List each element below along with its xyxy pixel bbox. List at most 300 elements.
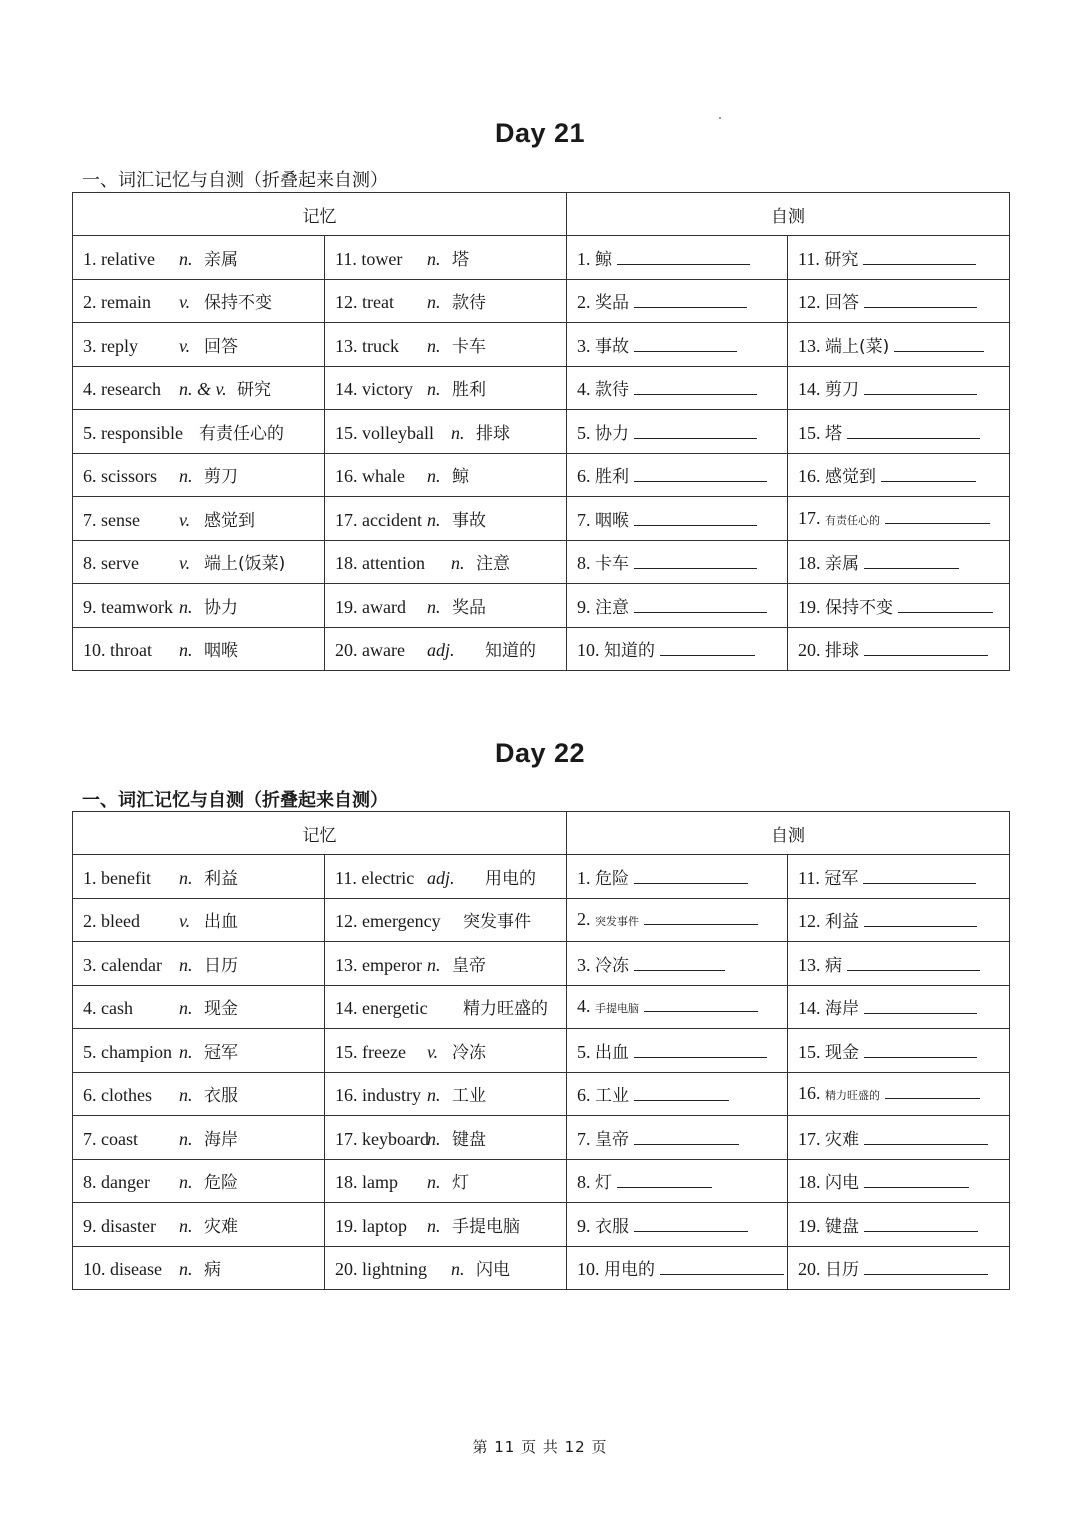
answer-blank: [634, 1130, 739, 1145]
memory-cell: [73, 627, 325, 671]
memory-cell: [73, 1203, 325, 1247]
chinese-meaning: 亲属: [204, 249, 238, 270]
english-word: calendar: [101, 954, 162, 975]
item-number: 15.: [798, 1041, 821, 1062]
self-test-cell: [788, 1203, 1010, 1247]
item-number: 16.: [798, 466, 821, 487]
part-of-speech: n.: [179, 1041, 193, 1062]
vocab-entry: [83, 998, 179, 1019]
chinese-prompt: 突发事件: [595, 915, 639, 929]
part-of-speech: adj.: [427, 867, 455, 888]
item-number: 11.: [798, 248, 820, 269]
english-word: remain: [101, 292, 151, 313]
vocab-row: [73, 1159, 1010, 1203]
self-test-cell: [567, 855, 788, 899]
vocab-row: [73, 323, 1010, 367]
vocab-entry: [83, 1259, 179, 1280]
chinese-meaning: 危险: [204, 1173, 238, 1194]
item-number: 2.: [83, 292, 97, 313]
chinese-prompt: 现金: [825, 1042, 859, 1063]
vocab-row: [73, 410, 1010, 454]
header-self-test: 自测: [567, 193, 1010, 236]
part-of-speech: n.: [427, 1128, 441, 1149]
chinese-meaning: 研究: [237, 380, 271, 401]
vocab-entry: [83, 640, 179, 661]
item-number: 2.: [577, 909, 591, 930]
vocab-row: [73, 1203, 1010, 1247]
item-number: 5.: [83, 422, 97, 443]
chinese-prompt: 灯: [595, 1173, 612, 1194]
vocab-row: [73, 627, 1010, 671]
memory-cell: [73, 1072, 325, 1116]
item-number: 13.: [335, 335, 358, 356]
memory-cell: [73, 366, 325, 410]
item-number: 12.: [798, 292, 821, 313]
vocab-entry: [335, 553, 451, 574]
memory-cell: [73, 1159, 325, 1203]
part-of-speech: n.: [427, 466, 441, 487]
vocab-row: [73, 1116, 1010, 1160]
answer-blank: [864, 1130, 988, 1145]
item-number: 15.: [798, 422, 821, 443]
item-number: 19.: [798, 596, 821, 617]
english-word: energetic: [362, 998, 428, 1019]
chinese-meaning: 手提电脑: [452, 1216, 520, 1237]
vocab-entry: [83, 336, 179, 357]
chinese-prompt: 海岸: [825, 999, 859, 1020]
vocab-entry: [335, 1216, 427, 1237]
vocab-entry: [335, 640, 427, 661]
chinese-prompt: 研究: [824, 249, 859, 270]
item-number: 18.: [798, 553, 821, 574]
header-self-test: 自测: [567, 812, 1010, 855]
chinese-meaning: 灯: [452, 1173, 469, 1194]
memory-cell: [325, 323, 567, 367]
memory-cell: [325, 1029, 567, 1073]
vocab-entry: [83, 597, 179, 618]
item-number: 12.: [335, 911, 358, 932]
chinese-meaning: 塔: [452, 249, 469, 270]
item-number: 18.: [335, 1172, 358, 1193]
english-word: coast: [101, 1128, 138, 1149]
chinese-meaning: 冷冻: [452, 1042, 486, 1063]
chinese-prompt: 工业: [595, 1086, 629, 1107]
chinese-meaning: 事故: [452, 510, 486, 531]
self-test-cell: [567, 898, 788, 942]
self-test-cell: [567, 1116, 788, 1160]
chinese-prompt: 端上(菜): [825, 336, 890, 357]
english-word: victory: [362, 379, 413, 400]
english-word: clothes: [101, 1085, 152, 1106]
vocab-entry: [83, 1042, 179, 1063]
item-number: 11.: [798, 867, 820, 888]
answer-blank: [864, 999, 977, 1014]
chinese-meaning: 用电的: [485, 868, 536, 889]
english-word: keyboard: [362, 1128, 429, 1149]
part-of-speech: v.: [179, 292, 191, 313]
item-number: 16.: [335, 466, 358, 487]
part-of-speech: adj.: [427, 640, 455, 661]
chinese-prompt: 利益: [825, 912, 859, 933]
memory-cell: [325, 236, 567, 280]
chinese-prompt: 皇帝: [595, 1129, 629, 1150]
english-word: accident: [362, 509, 422, 530]
answer-blank: [634, 554, 757, 569]
answer-blank: [634, 1217, 748, 1232]
chinese-prompt: 保持不变: [825, 597, 893, 618]
memory-cell: [325, 855, 567, 899]
memory-cell: [325, 1246, 567, 1290]
english-word: truck: [362, 335, 399, 356]
item-number: 18.: [798, 1172, 821, 1193]
item-number: 12.: [335, 292, 358, 313]
self-test-cell: [788, 584, 1010, 628]
part-of-speech: n.: [179, 1172, 193, 1193]
vocab-entry: [83, 911, 179, 932]
part-of-speech: n.: [451, 1259, 465, 1280]
item-number: 7.: [577, 1128, 591, 1149]
item-number: 17.: [798, 507, 821, 528]
memory-cell: [73, 1116, 325, 1160]
chinese-meaning: 卡车: [452, 336, 486, 357]
chinese-meaning: 灾难: [204, 1216, 238, 1237]
chinese-meaning: 协力: [204, 597, 238, 618]
memory-cell: [73, 898, 325, 942]
vocab-entry: [335, 336, 427, 357]
answer-blank: [864, 554, 959, 569]
vocab-entry: [83, 292, 179, 313]
item-number: 19.: [798, 1215, 821, 1236]
chinese-meaning: 闪电: [476, 1260, 510, 1281]
self-test-cell: [567, 540, 788, 584]
vocab-entry: [335, 597, 427, 618]
chinese-meaning: 精力旺盛的: [463, 999, 548, 1020]
item-number: 11.: [335, 248, 357, 269]
self-test-cell: [788, 236, 1010, 280]
english-word: electric: [361, 867, 415, 888]
memory-cell: [325, 627, 567, 671]
part-of-speech: n.: [427, 379, 441, 400]
answer-blank: [885, 1084, 980, 1099]
english-word: laptop: [362, 1215, 407, 1236]
memory-cell: [325, 497, 567, 541]
answer-blank: [885, 509, 990, 524]
chinese-prompt: 闪电: [825, 1173, 859, 1194]
item-number: 7.: [83, 1128, 97, 1149]
part-of-speech: n.: [427, 596, 441, 617]
vocab-entry: [335, 423, 451, 444]
answer-blank: [847, 424, 980, 439]
item-number: 1.: [577, 867, 591, 888]
memory-cell: [325, 279, 567, 323]
english-word: treat: [362, 292, 394, 313]
english-word: scissors: [101, 466, 158, 487]
header-memory: 记忆: [73, 812, 567, 855]
self-test-cell: [788, 410, 1010, 454]
chinese-meaning: 键盘: [452, 1129, 486, 1150]
chinese-prompt: 病: [825, 955, 842, 976]
self-test-cell: [567, 453, 788, 497]
self-test-cell: [788, 1029, 1010, 1073]
memory-cell: [73, 410, 325, 454]
part-of-speech: n.: [427, 335, 441, 356]
self-test-cell: [788, 366, 1010, 410]
self-test-cell: [567, 1072, 788, 1116]
part-of-speech: n.: [427, 292, 441, 313]
item-number: 9.: [83, 1215, 97, 1236]
section-title: 一、词汇记忆与自测（折叠起来自测）: [82, 170, 388, 191]
chinese-meaning: 排球: [476, 423, 510, 444]
answer-blank: [847, 956, 980, 971]
english-word: serve: [101, 553, 139, 574]
item-number: 1.: [577, 248, 591, 269]
self-test-cell: [788, 898, 1010, 942]
item-number: 4.: [83, 379, 97, 400]
vocab-entry: [335, 1129, 427, 1150]
memory-cell: [325, 540, 567, 584]
chinese-meaning: 病: [204, 1260, 221, 1281]
english-word: research: [101, 379, 161, 400]
vocab-table: [72, 192, 1010, 671]
answer-blank: [863, 869, 976, 884]
english-word: lamp: [362, 1172, 398, 1193]
header-row: [73, 193, 1010, 236]
item-number: 2.: [577, 292, 591, 313]
answer-blank: [634, 293, 747, 308]
memory-cell: [325, 1159, 567, 1203]
chinese-meaning: 奖品: [452, 597, 486, 618]
self-test-cell: [567, 279, 788, 323]
part-of-speech: n.: [451, 422, 465, 443]
answer-blank: [864, 293, 977, 308]
self-test-cell: [567, 942, 788, 986]
chinese-meaning: 利益: [204, 868, 238, 889]
item-number: 6.: [83, 466, 97, 487]
english-word: throat: [110, 640, 152, 661]
page-footer: 第 11 页 共 12 页: [472, 1438, 608, 1456]
chinese-prompt: 款待: [595, 380, 629, 401]
item-number: 2.: [83, 911, 97, 932]
english-word: freeze: [362, 1041, 406, 1062]
chinese-meaning: 知道的: [485, 641, 536, 662]
item-number: 8.: [577, 1172, 591, 1193]
chinese-meaning: 款待: [452, 293, 486, 314]
memory-cell: [325, 898, 567, 942]
chinese-meaning: 端上(饭菜): [204, 554, 286, 575]
chinese-prompt: 用电的: [604, 1260, 655, 1281]
vocab-entry: [335, 1085, 427, 1106]
part-of-speech: n.: [427, 248, 441, 269]
item-number: 3.: [577, 335, 591, 356]
part-of-speech: n.: [427, 1215, 441, 1236]
chinese-meaning: 突发事件: [463, 912, 531, 933]
answer-blank: [894, 337, 984, 352]
self-test-cell: [788, 855, 1010, 899]
header-row: [73, 812, 1010, 855]
chinese-meaning: 胜利: [452, 380, 486, 401]
answer-blank: [660, 641, 755, 656]
chinese-meaning: 皇帝: [452, 955, 486, 976]
item-number: 1.: [83, 248, 97, 269]
english-word: responsible: [101, 422, 183, 443]
item-number: 13.: [798, 335, 821, 356]
self-test-cell: [567, 410, 788, 454]
item-number: 20.: [798, 1259, 821, 1280]
chinese-prompt: 注意: [595, 597, 629, 618]
memory-cell: [325, 1116, 567, 1160]
part-of-speech: n.: [179, 867, 193, 888]
vocab-entry: [335, 379, 427, 400]
vocab-row: [73, 985, 1010, 1029]
memory-cell: [325, 366, 567, 410]
part-of-speech: n.: [427, 509, 441, 530]
answer-blank: [864, 1043, 977, 1058]
self-test-cell: [567, 236, 788, 280]
self-test-cell: [788, 1246, 1010, 1290]
item-number: 11.: [335, 867, 357, 888]
item-number: 8.: [577, 553, 591, 574]
answer-blank: [863, 250, 976, 265]
chinese-prompt: 感觉到: [825, 467, 876, 488]
self-test-cell: [567, 366, 788, 410]
item-number: 14.: [798, 379, 821, 400]
answer-blank: [881, 467, 976, 482]
vocab-row: [73, 279, 1010, 323]
vocab-entry: [83, 553, 179, 574]
chinese-prompt: 剪刀: [825, 380, 859, 401]
memory-cell: [325, 1072, 567, 1116]
part-of-speech: n.: [179, 1215, 193, 1236]
answer-blank: [634, 1043, 767, 1058]
item-number: 14.: [335, 998, 358, 1019]
chinese-prompt: 事故: [595, 336, 629, 357]
vocab-table: [72, 811, 1010, 1290]
vocab-entry: [83, 423, 199, 444]
memory-cell: [73, 540, 325, 584]
memory-cell: [325, 1203, 567, 1247]
answer-blank: [864, 1173, 969, 1188]
memory-cell: [73, 985, 325, 1029]
chinese-meaning: 感觉到: [204, 510, 255, 531]
answer-blank: [634, 467, 767, 482]
answer-blank: [864, 1260, 988, 1275]
vocab-entry: [83, 1085, 179, 1106]
english-word: benefit: [101, 867, 151, 888]
answer-blank: [634, 956, 725, 971]
chinese-meaning: 保持不变: [204, 293, 272, 314]
day-title: Day 22: [494, 738, 586, 768]
answer-blank: [634, 511, 757, 526]
answer-blank: [644, 997, 758, 1012]
part-of-speech: v.: [427, 1041, 439, 1062]
vocab-entry: [83, 1216, 179, 1237]
vocab-entry: [335, 955, 427, 976]
self-test-cell: [788, 323, 1010, 367]
answer-blank: [634, 424, 757, 439]
item-number: 10.: [577, 1259, 600, 1280]
answer-blank: [864, 1217, 978, 1232]
english-word: bleed: [101, 911, 140, 932]
self-test-cell: [567, 1203, 788, 1247]
item-number: 20.: [798, 640, 821, 661]
chinese-prompt: 卡车: [595, 554, 629, 575]
self-test-cell: [567, 985, 788, 1029]
vocab-entry: [335, 249, 427, 270]
english-word: emergency: [362, 911, 441, 932]
self-test-cell: [788, 279, 1010, 323]
part-of-speech: n.: [179, 954, 193, 975]
chinese-prompt: 手提电脑: [595, 1002, 639, 1016]
english-word: disease: [110, 1259, 162, 1280]
self-test-cell: [567, 627, 788, 671]
vocab-row: [73, 855, 1010, 899]
memory-cell: [73, 236, 325, 280]
self-test-cell: [788, 497, 1010, 541]
item-number: 17.: [335, 1128, 358, 1149]
memory-cell: [73, 942, 325, 986]
item-number: 3.: [577, 954, 591, 975]
item-number: 9.: [577, 1215, 591, 1236]
chinese-meaning: 工业: [452, 1086, 486, 1107]
vocab-row: [73, 1246, 1010, 1290]
english-word: tower: [361, 248, 403, 269]
part-of-speech: n. & v.: [179, 379, 227, 400]
english-word: lightning: [362, 1259, 428, 1280]
memory-cell: [73, 323, 325, 367]
chinese-prompt: 键盘: [825, 1216, 859, 1237]
item-number: 10.: [577, 640, 600, 661]
item-number: 6.: [83, 1085, 97, 1106]
vocab-entry: [83, 249, 179, 270]
part-of-speech: v.: [179, 335, 191, 356]
chinese-prompt: 灾难: [825, 1129, 859, 1150]
self-test-cell: [567, 1029, 788, 1073]
item-number: 7.: [577, 509, 591, 530]
self-test-cell: [567, 323, 788, 367]
vocab-entry: [335, 292, 427, 313]
chinese-prompt: 鲸: [595, 249, 612, 270]
item-number: 16.: [798, 1083, 821, 1104]
answer-blank: [898, 598, 993, 613]
vocab-entry: [335, 1259, 451, 1280]
part-of-speech: n.: [179, 1259, 193, 1280]
vocab-entry: [335, 510, 427, 531]
english-word: emperor: [362, 954, 422, 975]
english-word: award: [362, 596, 406, 617]
item-number: 14.: [335, 379, 358, 400]
vocab-entry: [83, 868, 179, 889]
item-number: 17.: [798, 1128, 821, 1149]
answer-blank: [617, 1173, 712, 1188]
chinese-prompt: 精力旺盛的: [825, 1089, 880, 1103]
day-title: Day 21: [494, 118, 586, 148]
vocab-row: [73, 942, 1010, 986]
item-number: 13.: [335, 954, 358, 975]
chinese-meaning: 回答: [204, 336, 238, 357]
part-of-speech: n.: [179, 248, 193, 269]
answer-blank: [644, 910, 758, 925]
item-number: 4.: [577, 379, 591, 400]
chinese-prompt: 冷冻: [595, 955, 629, 976]
english-word: cash: [101, 998, 133, 1019]
answer-blank: [634, 337, 737, 352]
chinese-meaning: 现金: [204, 999, 238, 1020]
part-of-speech: n.: [451, 553, 465, 574]
item-number: 17.: [335, 509, 358, 530]
self-test-cell: [788, 1072, 1010, 1116]
item-number: 7.: [83, 509, 97, 530]
section-title: 一、词汇记忆与自测（折叠起来自测）: [82, 790, 388, 811]
